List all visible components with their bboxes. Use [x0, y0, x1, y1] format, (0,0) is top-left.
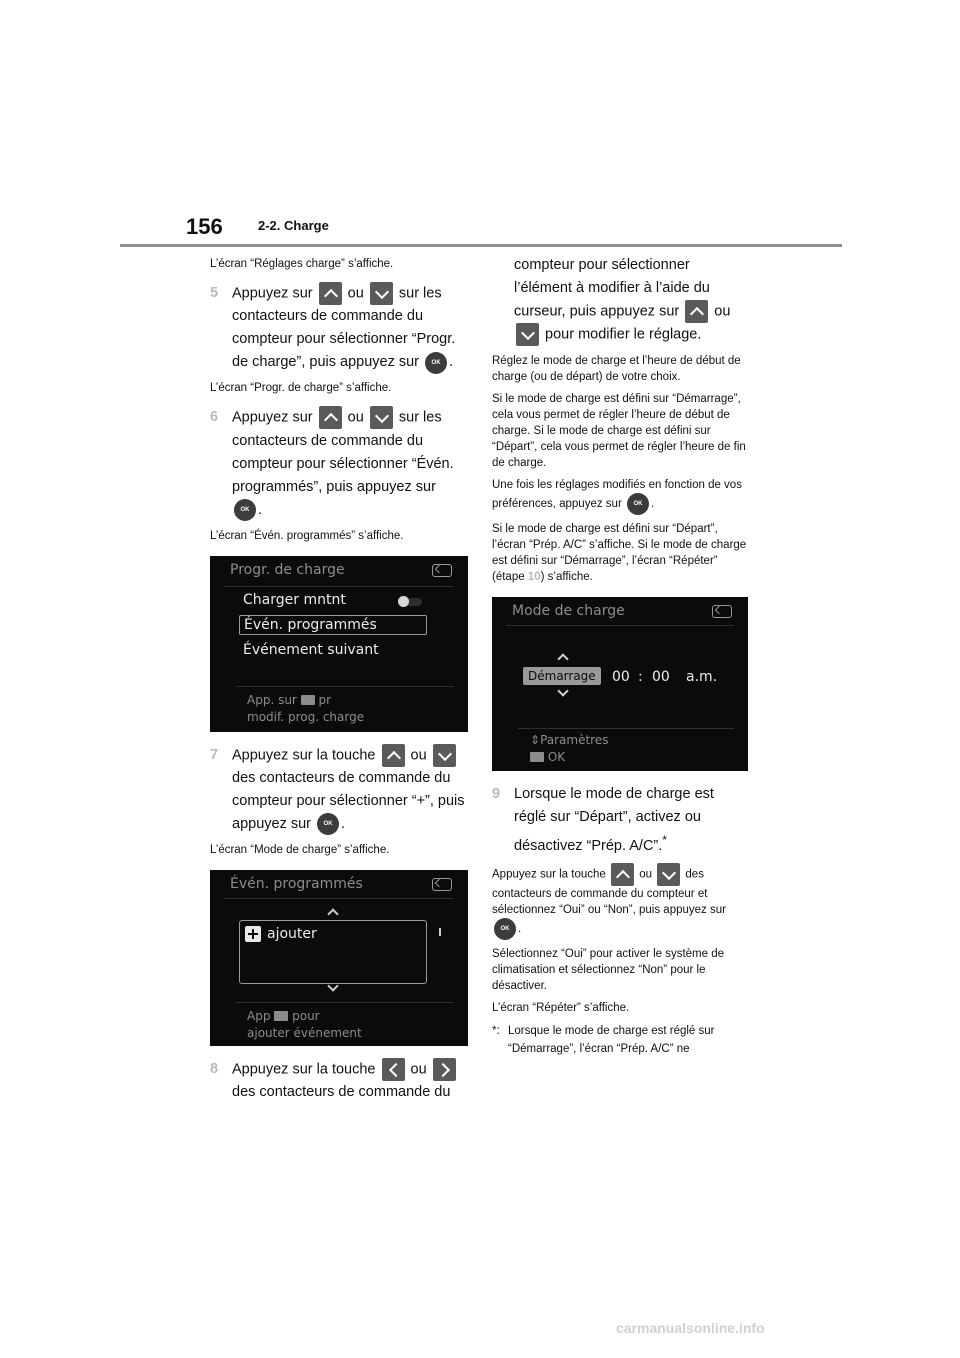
screen-hint: App pour ajouter événement [247, 1008, 362, 1040]
step-number: 5 [210, 285, 219, 301]
down-key-icon [433, 744, 456, 767]
down-key-icon [657, 863, 680, 886]
step-text: Lorsque le mode de charge est réglé sur “Départ”, activez ou désactivez “Prép. A/C”.* [514, 785, 714, 854]
step-number: 8 [210, 1060, 219, 1077]
up-key-icon [382, 744, 405, 767]
mode-selector: Démarrage [523, 667, 601, 685]
ok-button-icon: OK [494, 918, 516, 940]
time-colon: : [638, 668, 643, 685]
screen-title: Mode de charge [512, 602, 625, 619]
screen-progr-de-charge [210, 556, 468, 732]
scrollbar [439, 928, 441, 936]
page-number: 156 [186, 214, 223, 239]
step-text: Appuyez sur ou sur les contacteurs de commande du compteur pour sélectionner “Évén. programmés”, puis appuyez sur OK . [232, 406, 470, 521]
screen-title: Évén. programmés [230, 875, 363, 892]
step-number: 7 [210, 746, 219, 763]
menu-item-charger-mntnt: Charger mntnt [243, 591, 346, 608]
step-7 [210, 744, 470, 836]
screen-hint: ⇕Paramètres OK [530, 732, 609, 764]
ok-button-icon: OK [234, 499, 256, 521]
paragraph: Une fois les réglages modifiés en fonction de vos préférences, appuyez sur OK . [492, 477, 748, 515]
screen-even-programmes [210, 870, 468, 1046]
paragraph: Appuyez sur la touche ou des contacteurs de commande du compteur et sélectionnez “Oui” ou “Non”, puis appuyez sur OK . [492, 863, 748, 940]
footnote-mark: *: [492, 1025, 500, 1038]
chevron-up-icon [327, 908, 338, 919]
note: L’écran “Réglages charge” s’affiche. [210, 258, 394, 270]
ok-button-icon: OK [317, 813, 339, 835]
screen-mode-de-charge [492, 597, 748, 771]
right-key-icon [433, 1058, 456, 1081]
paragraph: Réglez le mode de charge et l’heure de début de charge (ou de départ) de votre choix. [492, 354, 741, 383]
chevron-down-icon [557, 685, 568, 696]
step-text: Appuyez sur la touche ou des contacteurs de commande du compteur pour sélectionner “+”, puis appuyez sur OK . [232, 744, 470, 836]
section-title: 2-2. Charge [258, 218, 329, 233]
menu-item-even-programmes: Évén. programmés [239, 615, 427, 635]
toggle-icon [400, 598, 422, 606]
step-8-continued: compteur pour sélectionner l’élément à modifier à l’aide du curseur, puis appuyez sur ou pour modifier le réglage. [492, 254, 748, 347]
up-key-icon [611, 863, 634, 886]
menu-item-evenement-suivant: Événement suivant [243, 641, 379, 658]
up-down-icon: ⇕ [530, 732, 541, 747]
paragraph: L’écran “Répéter” s’affiche. [492, 1002, 630, 1015]
chevron-up-icon [557, 653, 568, 664]
note: L’écran “Mode de charge” s’affiche. [210, 843, 390, 856]
header-rule [120, 244, 842, 247]
ok-badge-icon [274, 1011, 288, 1021]
up-key-icon [319, 282, 342, 305]
watermark: carmanualsonline.info [616, 1320, 765, 1336]
down-key-icon [370, 406, 393, 429]
menu-item-ajouter: ajouter [245, 926, 317, 942]
step-8 [210, 1058, 470, 1104]
hours-value: 00 [612, 668, 630, 685]
ok-button-icon: OK [627, 493, 649, 515]
right-column [492, 254, 748, 1058]
left-key-icon [382, 1058, 405, 1081]
screen-title: Progr. de charge [230, 561, 345, 578]
down-key-icon [516, 323, 539, 346]
minutes-value: 00 [652, 668, 670, 685]
back-icon [432, 564, 452, 577]
step-number: 9 [492, 785, 501, 802]
up-key-icon [685, 300, 708, 323]
paragraph: Si le mode de charge est défini sur “Départ”, l’écran “Prép. A/C” s’affiche. Si le mode de charge est défini sur “Démarrage”, l’écran “Répéter” (étape 10) s’affiche. [492, 522, 747, 583]
paragraph: Sélectionnez “Oui” pour activer le système de climatisation et sélectionnez “Non” pour le désactiver. [492, 948, 725, 993]
up-key-icon [319, 406, 342, 429]
step-5 [210, 282, 470, 374]
left-column [210, 256, 470, 1110]
back-icon [712, 605, 732, 618]
ok-badge-icon [301, 695, 315, 705]
plus-icon [245, 926, 261, 942]
screen-hint: App. sur pr modif. prog. charge [247, 692, 365, 724]
back-icon [432, 878, 452, 891]
ampm-value: a.m. [686, 668, 718, 685]
down-key-icon [370, 282, 393, 305]
step-text: Appuyez sur ou sur les contacteurs de commande du compteur pour sélectionner “Progr. de charge”, puis appuyez sur OK . [232, 282, 470, 374]
step-9 [492, 783, 748, 858]
note: L’écran “Progr. de charge” s’affiche. [210, 382, 392, 395]
ok-button-icon: OK [425, 352, 447, 374]
footnote: *: Lorsque le mode de charge est réglé sur “Démarrage”, l’écran “Prép. A/C” ne [492, 1022, 748, 1058]
step-6 [210, 406, 470, 521]
step-number: 6 [210, 409, 219, 426]
paragraph: Si le mode de charge est défini sur “Démarrage”, cela vous permet de régler l’heure de début de charge. Si le mode de charge est défini sur “Départ”, cela vous permet de régler l’heure de fin de charge. [492, 392, 746, 469]
note: L’écran “Évén. programmés” s’affiche. [210, 529, 404, 542]
step-text: Appuyez sur la touche ou des contacteurs de commande du [232, 1058, 470, 1104]
ok-badge-icon [530, 752, 544, 762]
